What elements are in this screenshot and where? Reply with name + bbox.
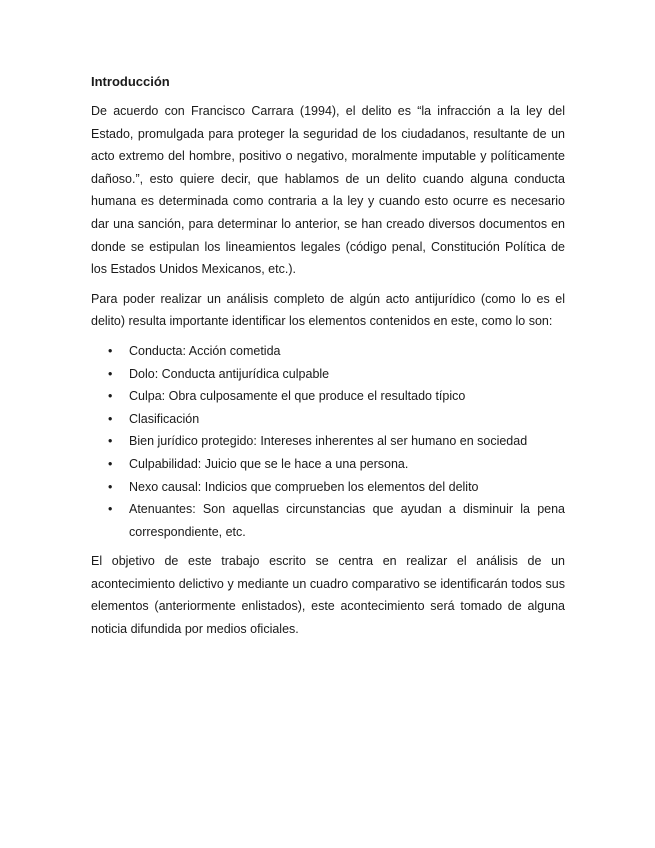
list-item-text: Nexo causal: Indicios que comprueben los elementos del delito (129, 479, 479, 494)
elements-list (91, 340, 565, 543)
list-item (91, 453, 565, 476)
list-item (91, 476, 565, 499)
list-item (91, 340, 565, 363)
bullet-icon: • (108, 343, 113, 358)
paragraph-objective: El objetivo de este trabajo escrito se centra en realizar el análisis de un acontecimiento delictivo y mediante un cuadro comparativo se identificarán todos sus elementos (anteriormente enlistados), este acontecimiento será tomado de alguna noticia difundida por medios oficiales. (91, 554, 565, 637)
bullet-icon: • (108, 456, 113, 471)
bullet-icon: • (108, 411, 113, 426)
section-heading: Introducción (91, 74, 170, 89)
list-item (91, 363, 565, 386)
list-item-text: Conducta: Acción cometida (129, 343, 281, 358)
list-item (91, 408, 565, 431)
list-item (91, 385, 565, 408)
bullet-icon: • (108, 366, 113, 381)
list-item-text: Culpabilidad: Juicio que se le hace a una persona. (129, 456, 409, 471)
list-item-text: Dolo: Conducta antijurídica culpable (129, 366, 330, 381)
list-item-text: Clasificación (129, 411, 200, 426)
bullet-icon: • (108, 389, 113, 404)
paragraph-elements-intro: Para poder realizar un análisis completo de algún acto antijurídico (como lo es el delito) resulta importante identificar los elementos contenidos en este, como lo son: (91, 291, 565, 329)
paragraph-definition: De acuerdo con Francisco Carrara (1994), el delito es “la infracción a la ley del Estado, promulgada para proteger la seguridad de los ciudadanos, resultante de un acto extremo del hombre, positivo o negativo, moralmente imputable y políticamente dañoso.”, esto quiere decir, que hablamos de un delito cuando alguna conducta humana es determinada como contraria a la ley y cuando esto ocurre es necesario dar una sanción, para determinar lo anterior, se han creado diversos documentos en donde se estipulan los lineamientos legales (código penal, Constitución Política de los Estados Unidos Mexicanos, etc.). (91, 104, 565, 277)
bullet-icon: • (108, 502, 113, 517)
list-item-text: Bien jurídico protegido: Intereses inherentes al ser humano en sociedad (129, 434, 528, 449)
list-item (91, 498, 565, 543)
list-item-text: Culpa: Obra culposamente el que produce el resultado típico (129, 389, 466, 404)
list-item (91, 430, 565, 453)
bullet-icon: • (108, 479, 113, 494)
document-content (91, 72, 565, 648)
list-item-text: Atenuantes: Son aquellas circunstancias que ayudan a disminuir la pena correspondiente, etc. (129, 502, 565, 539)
bullet-icon: • (108, 434, 113, 449)
